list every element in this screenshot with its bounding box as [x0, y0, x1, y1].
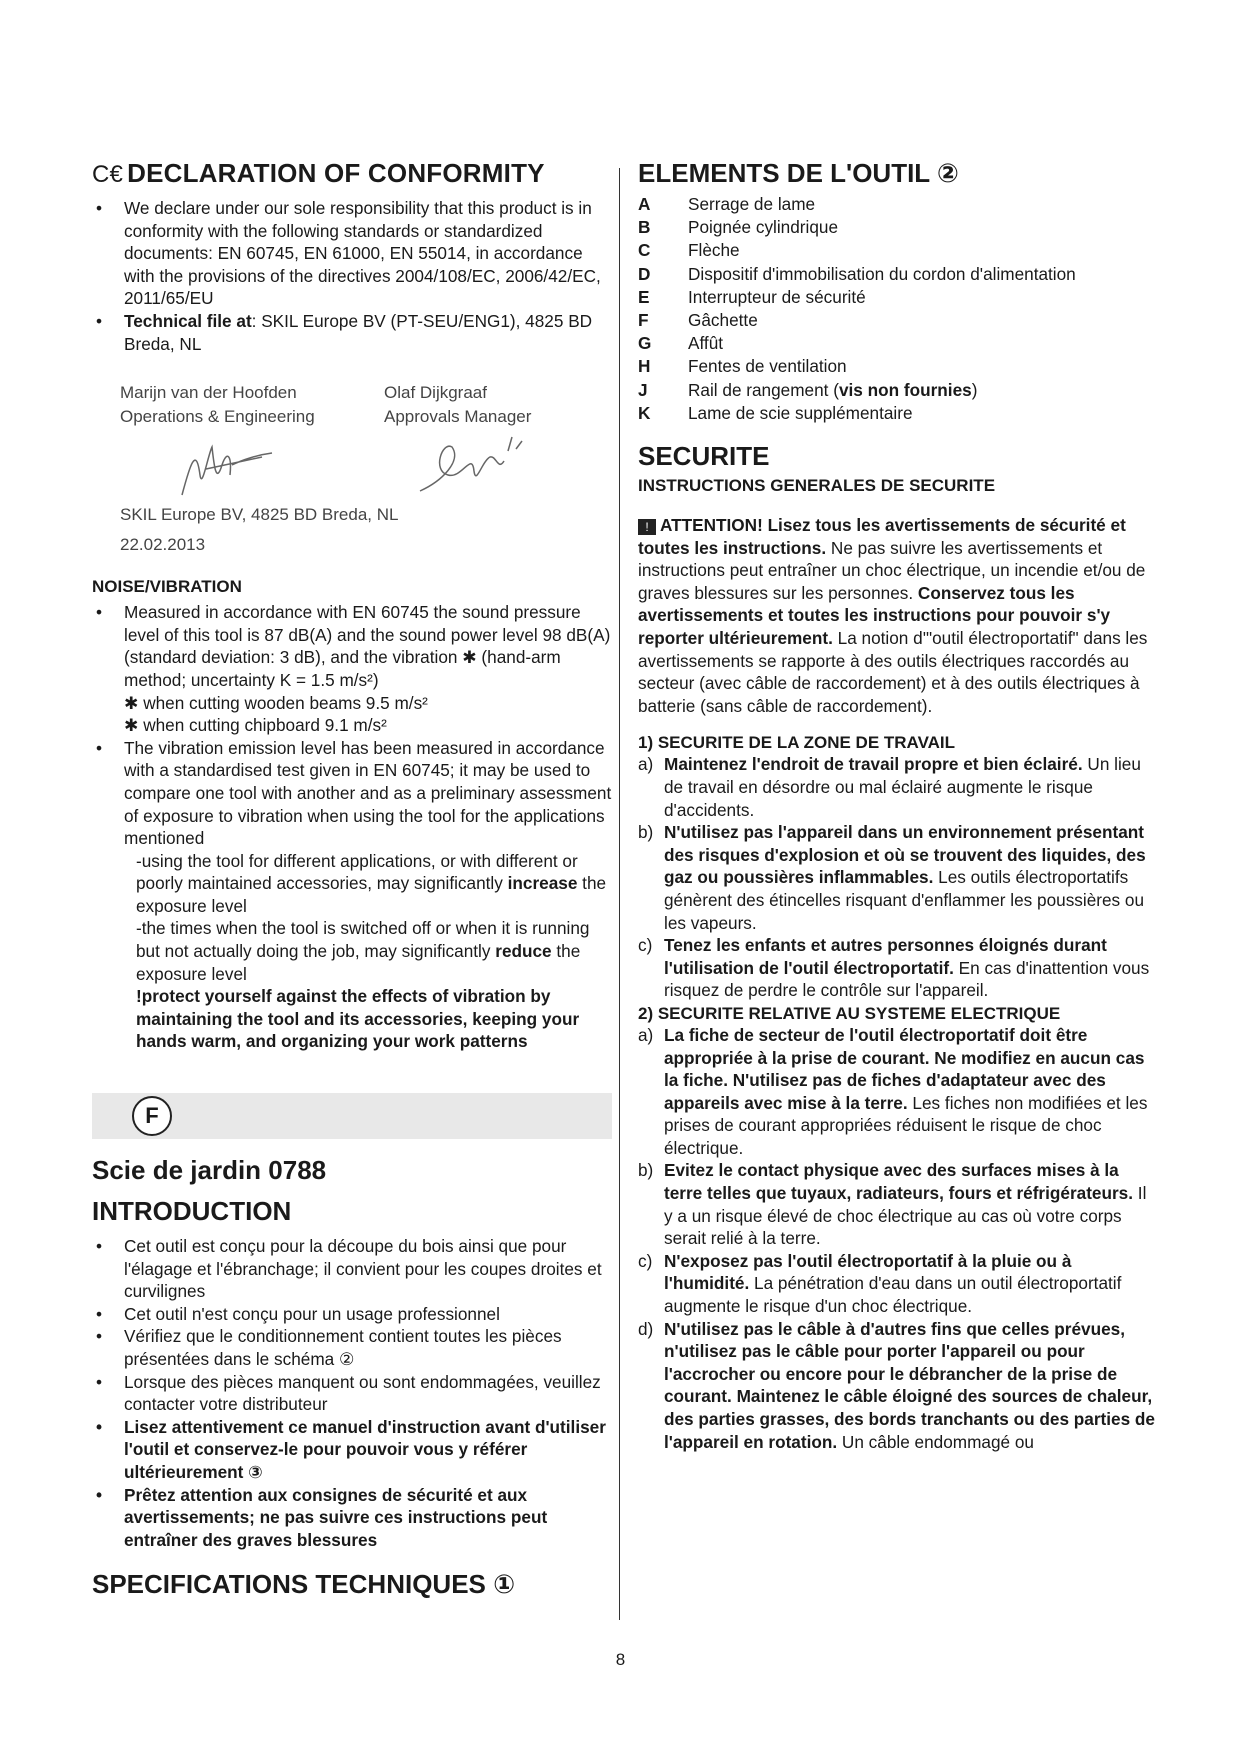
intro-item: • Cet outil n'est conçu pour un usage professionnel: [92, 1303, 612, 1326]
elements-heading: ELEMENTS DE L'OUTIL ②: [638, 158, 959, 188]
part-label: Interrupteur de sécurité: [688, 286, 866, 307]
left-column: [92, 158, 612, 1606]
vibration-value-2: ✱ when cutting chipboard 9.1 m/s²: [124, 715, 387, 736]
introduction-heading: INTRODUCTION: [92, 1196, 292, 1227]
part-item: [638, 379, 1158, 402]
part-label: Rail de rangement (vis non fournies): [688, 379, 978, 400]
section-2-item-d: d) N'utilisez pas le câble à d'autres fins que celles prévues, n'utilisez pas le câble pour porter l'appareil ou pour l'accrocher ou encore pour le débrancher de la prise de courant. Maintenez le câble éloigné des sources de chaleur, des parties grasses, des bords tranchants ou des parties de l'appareil en rotation. Un câble endommagé ou: [638, 1318, 1155, 1452]
intro-item: • Lorsque des pièces manquent ou sont endommagées, veuillez contacter votre distributeur: [92, 1371, 612, 1416]
part-label: Serrage de lame: [688, 194, 816, 214]
general-instructions-heading: INSTRUCTIONS GENERALES DE SECURITE: [638, 476, 996, 496]
section-1-item-b: b) N'utilisez pas l'appareil dans un environnement présentant des risques d'explosion et où se trouvent des liquides, des gaz ou poussières inflammables. Les outils électroportatifs génèrent des étincelles risquant d'enflammer les poussières ou les vapeurs.: [638, 822, 1146, 933]
part-item: [638, 216, 1158, 239]
signatory-2-name: Olaf Dijkgraaf: [384, 383, 487, 403]
part-item: [638, 402, 1158, 425]
part-label: Affût: [688, 333, 724, 354]
signature-block: [92, 375, 612, 567]
signatory-2-role: Approvals Manager: [384, 407, 532, 427]
noise-heading: NOISE/VIBRATION: [92, 577, 242, 597]
declaration-heading: C€ DECLARATION OF CONFORMITY: [92, 158, 545, 188]
part-item: [638, 193, 1158, 216]
section-1-item-a: a) Maintenez l'endroit de travail propre et bien éclairé. Un lieu de travail en désordre ou mal éclairé augmente le risque d'accidents.: [638, 754, 1141, 820]
signature-2-image: [412, 431, 532, 503]
part-item: [638, 355, 1158, 378]
part-letter: D: [638, 263, 651, 284]
introduction-list: [92, 1235, 612, 1551]
part-letter: H: [638, 356, 651, 377]
language-band: [92, 1093, 612, 1139]
intro-item: • Prêtez attention aux consignes de sécurité et aux avertissements; ne pas suivre ces instructions peut entraîner des graves blessures: [92, 1484, 612, 1552]
intro-item: • Vérifiez que le conditionnement contient toutes les pièces présentées dans le schéma ②: [92, 1325, 612, 1370]
part-label: Lame de scie supplémentaire: [688, 402, 913, 423]
section-2-item-a: a) La fiche de secteur de l'outil électroportatif doit être appropriée à la prise de courant. Ne modifiez en aucun cas la fiche. N'utilisez pas de fiches d'adaptateur avec des appareils avec mise à la terre. Les fiches non modifiées et les prises de courant appropriées réduisent le risque de choc électrique.: [638, 1024, 1148, 1158]
noise-measurement: • Measured in accordance with EN 60745 the sound pressure level of this tool is 87 dB(A) and the sound power level 98 dB(A) (standard deviation: 3 dB), and the vibration ✱ (hand-arm method; uncertainty K = 1.5 m/s²) ✱ when cutting wooden beams 9.5 m/s² ✱ when cutting chipboard 9.1 m/s²: [92, 601, 612, 737]
exposure-increase: -using the tool for different applications, or with different or poorly maintained accessories, may significantly increase the exposure level: [136, 850, 607, 916]
vibration-protection: !protect yourself against the effects of vibration by maintaining the tool and its accessories, keeping your hands warm, and organizing your work patterns: [136, 986, 580, 1052]
part-label: Gâchette: [688, 310, 758, 331]
part-item: [638, 263, 1158, 286]
part-label: Dispositif d'immobilisation du cordon d'alimentation: [688, 263, 1076, 284]
part-letter: G: [638, 333, 652, 354]
page-number: 8: [615, 1650, 626, 1669]
part-letter: A: [638, 194, 651, 214]
exposure-reduce: -the times when the tool is switched off or when it is running but not actually doing the job, may significantly reduce the exposure level: [136, 918, 590, 984]
intro-item: • Lisez attentivement ce manuel d'instruction avant d'utiliser l'outil et conservez-le pour pouvoir vous y référer ultérieurement ③: [92, 1416, 612, 1484]
part-item: [638, 286, 1158, 309]
part-item: [638, 332, 1158, 355]
signatory-1-role: Operations & Engineering: [120, 407, 315, 427]
declaration-statement: • We declare under our sole responsibility that this product is in conformity with the following standards or standardized documents: EN 60745, EN 61000, EN 55014, in accordance with the provisions of the directives 2004/108/EC, 2006/42/EC, 2011/65/EU: [92, 197, 612, 310]
section-2-item-c: c) N'exposez pas l'outil électroportatif à la pluie ou à l'humidité. La pénétration d'eau dans un outil électroportatif augmente le risque d'un choc électrique.: [638, 1250, 1122, 1317]
declaration-list: [92, 197, 612, 355]
signature-date: 22.02.2013: [120, 535, 206, 555]
section-1-item-c: c) Tenez les enfants et autres personnes éloignés durant l'utilisation de l'outil électroportatif. En cas d'inattention vous risquez de perdre le contrôle sur l'appareil.: [638, 935, 1150, 1001]
part-label: Fentes de ventilation: [688, 356, 847, 377]
section-2-item-b: b) Evitez le contact physique avec des surfaces mises à la terre telles que tuyaux, radiateurs, fours et réfrigérateurs. Il y a un risque élevé de choc électrique au cas où votre corps serait relié à la terre.: [638, 1160, 1147, 1249]
part-letter: C: [638, 240, 651, 261]
part-item: [638, 239, 1158, 262]
noise-list: [92, 601, 612, 850]
technical-file: • Technical file at: SKIL Europe BV (PT-SEU/ENG1), 4825 BD Breda, NL: [92, 310, 612, 355]
part-letter: K: [638, 402, 651, 423]
attention-paragraph: ! ATTENTION! Lisez tous les avertissements de sécurité et toutes les instructions. Ne pas suivre les avertissements et instructions peut entraîner un choc électrique, un incendie et/ou de graves blessures sur les personnes. Conservez tous les avertissements et toutes les instructions pour pouvoir s'y reporter ultérieurement. La notion d'"outil électroportatif" dans les avertissements se rapporte à des outils électriques raccordés au secteur (avec câble de raccordement) et à des outils électriques à batterie (sans câble de raccordement).: [638, 515, 1148, 716]
part-label: Flèche: [688, 240, 740, 261]
parts-list: [638, 193, 1158, 425]
section-2-heading: 2) SECURITE RELATIVE AU SYSTEME ELECTRIQUE: [638, 1003, 1061, 1023]
column-divider: [619, 168, 620, 1620]
part-letter: E: [638, 286, 650, 307]
asterisk-icon: ✱: [124, 692, 139, 713]
signature-1-image: [172, 435, 282, 505]
right-column: [638, 158, 1158, 1453]
vibration-value-1: ✱ when cutting wooden beams 9.5 m/s²: [124, 692, 428, 713]
intro-item: • Cet outil est conçu pour la découpe du bois ainsi que pour l'élagage et l'ébranchage; il convient pour les coupes droites et curvilignes: [92, 1235, 612, 1303]
asterisk-icon: ✱: [124, 715, 139, 736]
warning-triangle-icon: !: [638, 519, 656, 535]
product-title: Scie de jardin 0788: [92, 1155, 327, 1186]
part-letter: B: [638, 217, 651, 238]
ce-mark-icon: C€: [92, 161, 124, 188]
part-letter: J: [638, 379, 648, 400]
language-f-badge: F: [132, 1096, 172, 1136]
specifications-heading: SPECIFICATIONS TECHNIQUES ①: [92, 1569, 516, 1600]
asterisk-icon: ✱: [462, 647, 477, 668]
signature-company: SKIL Europe BV, 4825 BD Breda, NL: [120, 505, 399, 525]
part-item: [638, 309, 1158, 332]
signatory-1-name: Marijn van der Hoofden: [120, 383, 297, 403]
vibration-emission: • The vibration emission level has been measured in accordance with a standardised test given in EN 60745; it may be used to compare one tool with another and as a preliminary assessment of exposure to vibration when using the tool for the applications mentioned: [92, 737, 612, 850]
part-letter: F: [638, 310, 649, 331]
part-label: Poignée cylindrique: [688, 217, 839, 238]
securite-heading: SECURITE: [638, 441, 770, 472]
section-1-heading: 1) SECURITE DE LA ZONE DE TRAVAIL: [638, 733, 956, 753]
